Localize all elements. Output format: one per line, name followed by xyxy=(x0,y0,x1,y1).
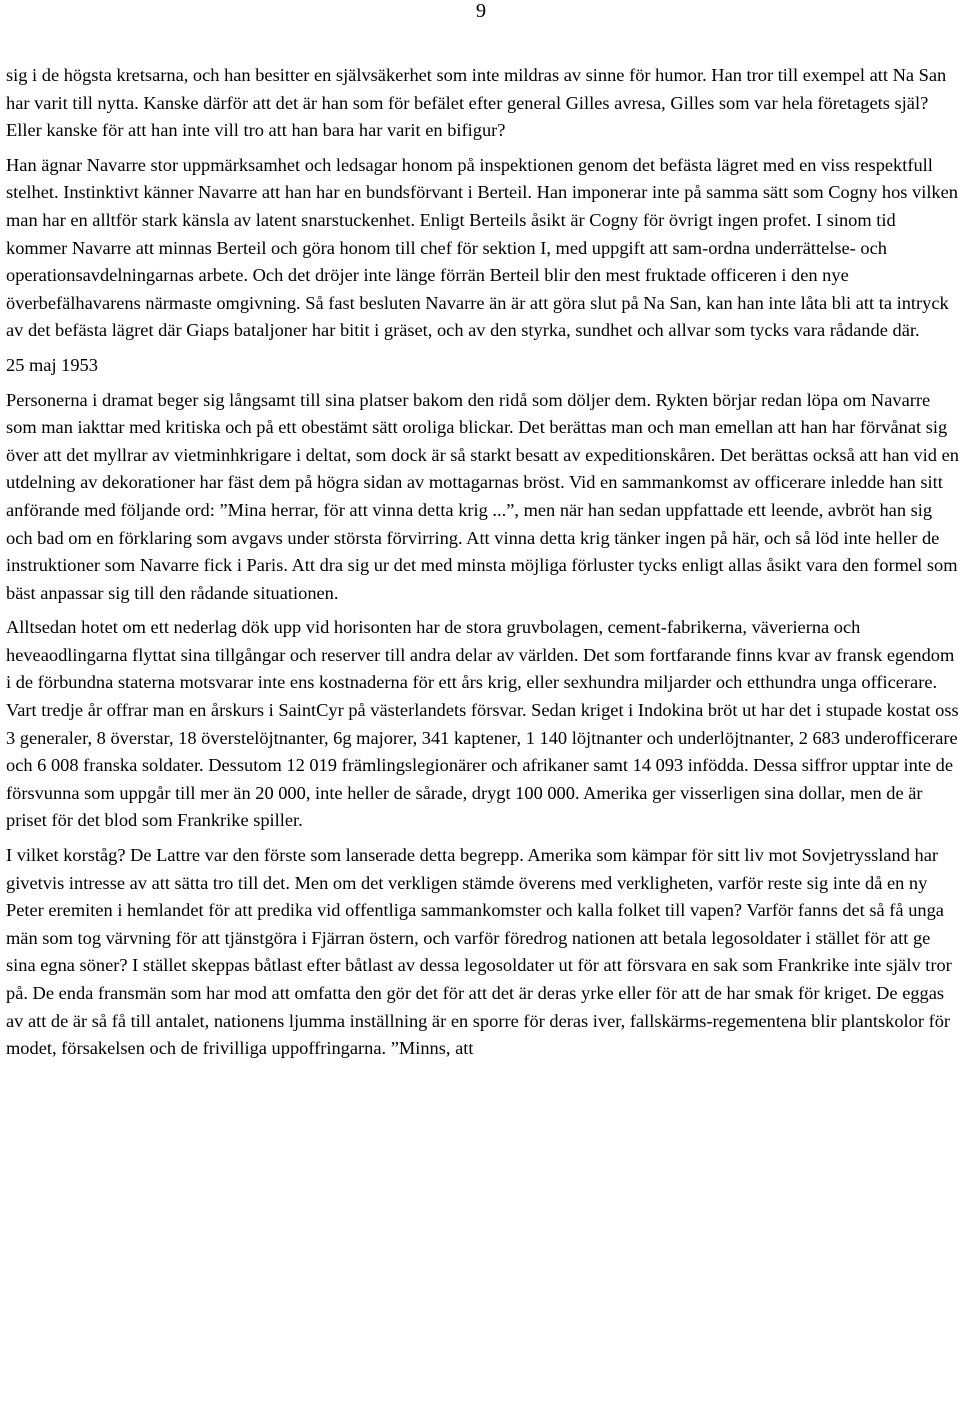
paragraph-2: Han ägnar Navarre stor uppmärksamhet och ledsagar honom på inspektionen genom det befästa lägret med en viss respektfull stelhet. Instinktivt känner Navarre att han har en bundsförvant i Berteil. Han imponerar inte på samma sätt som Cogny hos vilken man har en alltför stark känsla av latent snarstuckenhet. Enligt Berteils åsikt är Cogny för övrigt ingen profet. I sinom tid kommer Navarre att minnas Berteil och göra honom till chef för sektion I, med uppgift att sam-ordna underrättelse- och operationsavdelningarnas arbete. Och det dröjer inte länge förrän Berteil blir den mest fruktade officeren i den nye överbefälhavarens närmaste omgivning. Så fast besluten Navarre än är att göra slut på Na San, kan han inte låta bli att ta intryck av det befästa lägret där Giaps bataljoner har bitit i gräset, och av den styrka, sundhet och allvar som tycks vara rådande där. xyxy=(6,154,958,341)
paragraph-4: Alltsedan hotet om ett nederlag dök upp vid horisonten har de stora gruvbolagen, cement-fabrikerna, väverierna och heveaodlingarna flyttat sina tillgångar och reserver till andra delar av världen. Det som fortfarande finns kvar av fransk egendom i de förbundna staterna motsvarar inte ens kostnaderna för ett års krig, eller sexhundra miljarder och etthundra unga officerare. Vart tredje år offrar man en årskurs i SaintCyr på västerlandets försvar. Sedan kriget i Indokina bröt ut har det i stupade kostat oss 3 generaler, 8 överstar, 18 överstelöjtnanter, 6g majorer, 341 kaptener, 1 140 löjtnanter och underlöjtnanter, 2 683 underofficerare och 6 008 franska soldater. Dessutom 12 019 främlingslegionärer och afrikaner samt 14 093 infödda. Dessa siffror upptar inte de försvunna som uppgår till mer än 20 000, inte heller de sårade, drygt 100 000. Amerika ger visserligen sina dollar, men de är priset för det blod som Frankrike spiller. xyxy=(6,617,959,831)
paragraph-1: sig i de högsta kretsarna, och han besitter en självsäkerhet som inte mildras av sinne för humor. Han tror till exempel att Na San har varit till nytta. Kanske därför att det är han som för befälet efter general Gilles avresa, Gilles som var hela företagets själ? Eller kanske för att han inte vill tro att han bara har varit en bifigur? xyxy=(6,65,947,141)
paragraph-3: Personerna i dramat beger sig långsamt till sina platser bakom den ridå som döljer dem. Rykten börjar redan löpa om Navarre som man iakttar med kritiska och på ett obestämt sätt oroliga blickar. Det berättas man och man emellan att han har förvånat sig över att det myllrar av vietminhkrigare i deltat, som dock är så starkt besatt av expeditionskåren. Det berättas också att han vid en utdelning av dekorationer har fäst dem på högra sidan av mottagarnas bröst. Vid en sammankomst av officerare inledde han sitt anförande med följande ord: ”Mina herrar, för att vinna detta krig ...”, men när han sedan uppfattade ett leende, avbröt han sig och bad om en förklaring som avgavs under största förvirring. Att vinna detta krig tänker ingen på här, och så löd inte heller de instruktioner som Navarre fick i Paris. Att dra sig ur det med minsta möjliga förluster tycks enligt allas åsikt vara den formel som bäst anpassar sig till den rådande situationen. xyxy=(6,389,959,603)
document-body xyxy=(6,62,960,1063)
date-heading: 25 maj 1953 xyxy=(6,354,98,375)
page-number: 9 xyxy=(475,0,487,22)
paragraph-5: I vilket korståg? De Lattre var den förste som lanserade detta begrepp. Amerika som kämpar för sitt liv mot Sovjetryssland har givetvis intresse av att sätta tro till det. Men om det verkligen stämde överens med verkligheten, varför reste sig inte då en ny Peter eremiten i hemlandet för att predika vid offentliga sammankomster och kalla folket till vapen? Varför fanns det så få unga män som tog värvning för att tjänstgöra i Fjärran östern, och varför föredrog nationen att betala legosoldater i stället för att ge sina egna söner? I stället skeppas båtlast efter båtlast av dessa legosoldater ut för att försvara en sak som Frankrike inte själv tror på. De enda fransmän som har mod att omfatta den gör det för att det är deras yrke eller för att de har smak för kriget. De eggas av att de är så få till antalet, nationens ljumma inställning är en sporre för deras iver, fallskärms-regementena blir plantskolor för modet, försakelsen och de frivilliga uppoffringarna. ”Minns, att xyxy=(6,845,952,1059)
